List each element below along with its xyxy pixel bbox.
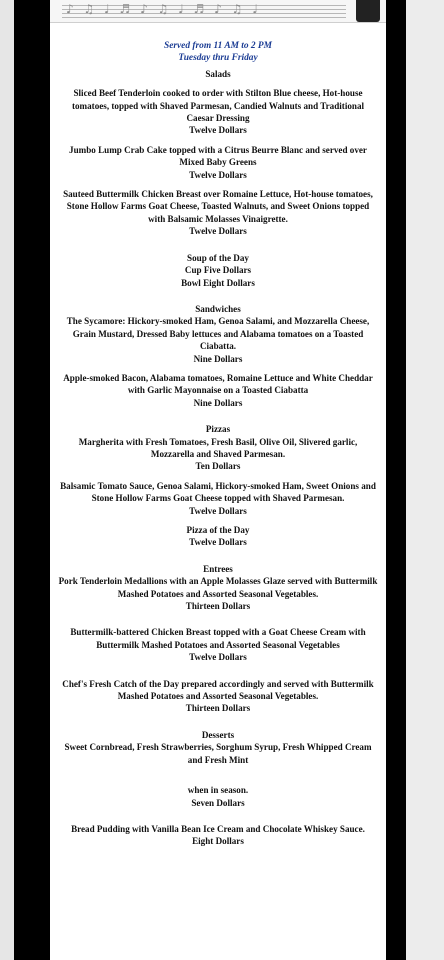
piano-icon bbox=[356, 0, 380, 22]
item-price: Twelve Dollars bbox=[189, 505, 247, 516]
item-description: Pork Tenderloin Medallions with an Apple Molasses Glaze served with Buttermilk Mashed Potatoes and Assorted Seasonal Vegetables. bbox=[58, 576, 378, 599]
item-description: Margherita with Fresh Tomatoes, Fresh Basil, Olive Oil, Slivered garlic, Mozzarella and Shaved Parmesan. bbox=[78, 436, 358, 459]
menu-item bbox=[58, 188, 378, 238]
staff-line bbox=[62, 17, 346, 18]
item-description: Apple-smoked Bacon, Alabama tomatoes, Romaine Lettuce and White Cheddar with Garlic Mayonnaise on a Toasted Ciabatta bbox=[63, 372, 373, 396]
item-price: Twelve Dollars bbox=[189, 537, 247, 548]
menu-item bbox=[58, 436, 378, 473]
menu-item bbox=[58, 678, 378, 715]
item-price: Bowl Eight Dollars bbox=[181, 277, 255, 288]
item-description: Chef's Fresh Catch of the Day prepared accordingly and served with Buttermilk Mashed Potatoes and Assorted Seasonal Vegetables. bbox=[62, 678, 374, 702]
item-description: Sweet Cornbread, Fresh Strawberries, Sorghum Syrup, Fresh Whipped Cream and Fresh Mint bbox=[64, 742, 372, 765]
serving-days: Tuesday thru Friday bbox=[178, 53, 258, 64]
section-title-salads: Salads bbox=[205, 68, 231, 79]
soup-block bbox=[58, 252, 378, 289]
item-price: Twelve Dollars bbox=[189, 169, 247, 180]
item-price: Nine Dollars bbox=[193, 353, 243, 364]
item-price: Twelve Dollars bbox=[189, 652, 247, 663]
left-black-border bbox=[14, 0, 50, 960]
section-title-entrees: Entrees bbox=[203, 563, 233, 574]
item-price: Cup Five Dollars bbox=[184, 265, 252, 276]
item-description: Bread Pudding with Vanilla Bean Ice Cream and Chocolate Whiskey Sauce. bbox=[71, 823, 365, 834]
item-description: The Sycamore: Hickory-smoked Ham, Genoa Salami, and Mozzarella Cheese, Grain Mustard, Dressed Baby lettuces and Alabama tomatoes on a Toasted Ciabatta. bbox=[66, 316, 370, 352]
item-price: Thirteen Dollars bbox=[185, 601, 251, 612]
menu-item bbox=[58, 144, 378, 181]
item-price: Twelve Dollars bbox=[189, 125, 247, 136]
item-price: Seven Dollars bbox=[191, 797, 245, 808]
item-description: Sauteed Buttermilk Chicken Breast over Romaine Lettuce, Hot-house tomatoes, Stone Hollow Farms Goat Cheese, Toasted Walnuts, and Sweet Onions topped with Balsamic Molasses Vinaigrette. bbox=[63, 189, 373, 224]
section-title-desserts: Desserts bbox=[201, 729, 235, 740]
section-title-pizzas: Pizzas bbox=[205, 424, 231, 435]
serving-hours: Served from 11 AM to 2 PM bbox=[164, 41, 272, 51]
menu-item bbox=[58, 480, 378, 517]
menu-item bbox=[58, 784, 378, 809]
menu-item bbox=[58, 575, 378, 612]
section-title-sandwiches: Sandwiches bbox=[195, 303, 241, 314]
item-description: Pizza of the Day bbox=[186, 525, 250, 535]
menu-item bbox=[58, 315, 378, 365]
menu-item bbox=[58, 741, 378, 766]
item-price: Twelve Dollars bbox=[189, 226, 247, 237]
menu-item bbox=[58, 524, 378, 549]
item-description: Jumbo Lump Crab Cake topped with a Citrus Beurre Blanc and served over Mixed Baby Greens bbox=[69, 144, 367, 168]
item-price: Eight Dollars bbox=[192, 836, 244, 847]
menu-item bbox=[58, 372, 378, 409]
item-note: when in season. bbox=[187, 785, 249, 796]
left-margin bbox=[0, 0, 14, 960]
section-title-soup: Soup of the Day bbox=[187, 252, 249, 263]
music-notes-icon: ♪ ♫ ♩ ♬ ♪ ♫ ♩ ♬ ♪ ♫ ♩ bbox=[66, 2, 261, 16]
item-description: Balsamic Tomato Sauce, Genoa Salami, Hickory-smoked Ham, Sweet Onions and Stone Hollow Farms Goat Cheese topped with Shaved Parmesan. bbox=[60, 480, 376, 504]
menu-item bbox=[58, 626, 378, 663]
right-margin bbox=[406, 0, 444, 960]
menu-item bbox=[58, 87, 378, 137]
menu-content bbox=[58, 40, 378, 848]
right-black-border bbox=[386, 0, 406, 960]
item-description: Sliced Beef Tenderloin cooked to order with Stilton Blue cheese, Hot-house tomatoes, topped with Shaved Parmesan, Candied Walnuts and Traditional Caesar Dressing bbox=[71, 88, 365, 124]
music-staff-header-art bbox=[50, 0, 386, 23]
item-price: Nine Dollars bbox=[193, 397, 243, 408]
item-price: Thirteen Dollars bbox=[185, 703, 251, 714]
item-description: Buttermilk-battered Chicken Breast topped with a Goat Cheese Cream with Buttermilk Mashed Potatoes and Assorted Seasonal Vegetables bbox=[70, 627, 366, 650]
menu-item bbox=[58, 823, 378, 848]
item-price: Ten Dollars bbox=[195, 461, 241, 472]
